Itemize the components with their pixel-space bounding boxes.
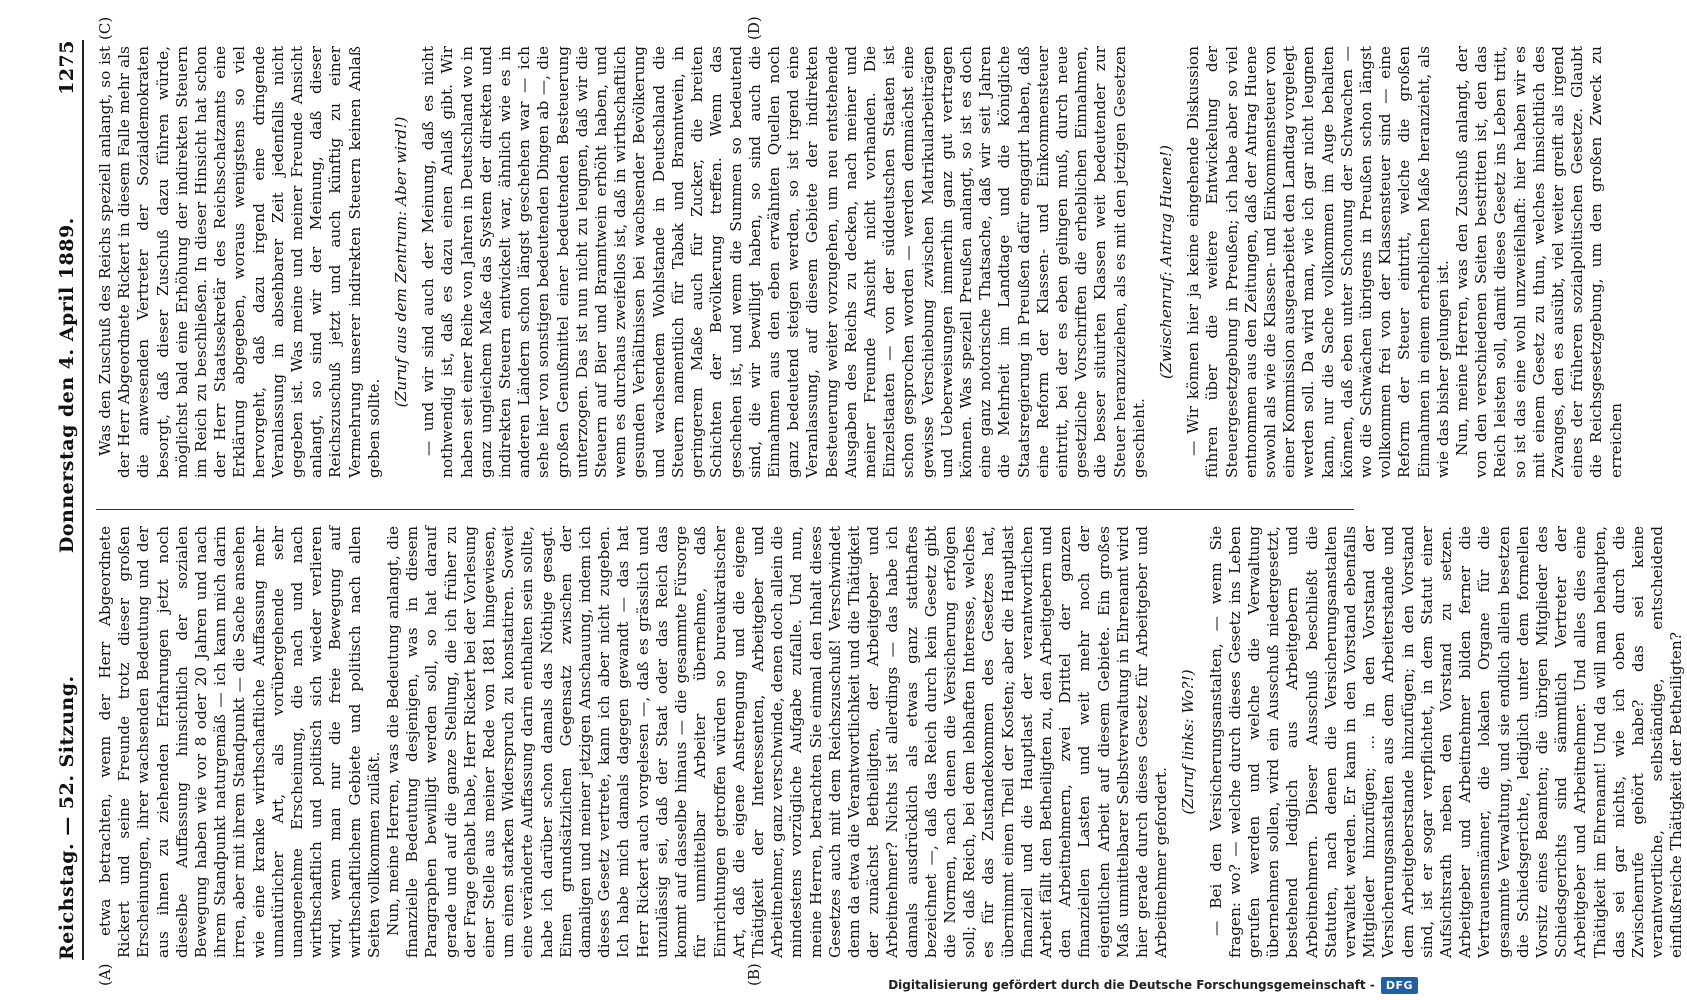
header-left: Reichstag. — 52. Sitzung. (56, 675, 78, 960)
paragraph: — und wir sind auch der Meinung, daß es nicht nothwendig ist, daß es dazu einen Anlaß gibt. Wir haben seit einer Reihe von Jahren in Deutschland wo in ganz ungleichem Maße das System der direkten und indirekten Steuern entwickelt war, ähnlich wie es in anderen Ländern schon längst geschehen war — ich sehe hier von sonstigen bedeutenden Dingen ab —, die großen Genußmittel einer bedeutenden Besteuerung unterzogen. Das ist nun nicht zu leugnen, daß wir die Steuern auf Bier und Branntwein erhöht haben, und wenn es durchaus zweifellos ist, daß in wirthschaftlich gesunden Verhältnissen bei wachsender Bevölkerung und wachsendem Wohlstande in Deutschland die Steuern namentlich für Tabak und Branntwein, in geringerem Maße auch für Zucker, die breiten Schichten der Bevölkerung treffen. Wenn das geschehen ist, und wenn die Summen so bedeutend sind, die wir bewilligt haben, so sind auch die Einnahmen aus den eben erwähnten Quellen noch ganz bedeutend steigen werden, so ist irgend eine Veranlassung, auf diesem Gebiete der indirekten Besteuerung weiter vorzugehen, um neu entstehende Ausgaben des Reichs zu decken, nach meiner und meiner Freunde Ansicht nicht vorhanden. Die Einzelstaaten — von der süddeutschen Staaten ist schon gesprochen worden — werden demnächst eine gewisse Verschiebung zwischen Matrikularbeiträgen und Ueberweisungen immerhin ganz gut vertragen können. Was speziell Preußen anlangt, so ist es doch eine ganz notorische Thatsache, daß wir seit Jahren die Mehrheit im Landtage und die königliche Staatsregierung in Preußen dafür engagirt haben, daß eine Reform der Klassen- und Einkommensteuer eintritt, bei der es eben gelingen muß, durch neue gesetzliche Vorschriften die erheblichen Einnahmen, die besser situirten Klassen weit bedeutender zur Steuer heranzuziehen, als es mit den jetzigen Gesetzen geschieht. (419, 46, 1148, 478)
page-footer (0, 974, 1432, 996)
left-text-column (96, 526, 1686, 958)
paragraph: — Wir können hier ja keine eingehende Diskussion führen über die weitere Entwickelung der Steuergesetzgebung in Preußen; ich habe aber so viel entnommen aus den Zeitungen, daß der Antrag Huene sowohl als wie die Klassen- und Einkommensteuer von einer Kommission ausgearbeitet den Landtag vorgelegt werden soll. Da wird man, wie ich gar nicht leugnen kann, nur die Sache vollkommen im Auge behalten können, daß eben unter Schonung der Schwachen — wo die Schwächen übrigens in Preußen schon längst vollkommen frei von der Klassensteuer sind — eine Reform der Steuer eintritt, welche die großen Einnahmen in einem erheblichen Maße heranzieht, als wie das bisher gelungen ist. (1184, 45, 1452, 478)
paragraph: etwa betrachten, wenn der Herr Abgeordnete Rickert und seine Freunde trotz dieser großen Erscheinungen, ihrer wachsenden Bedeutung und der aus ihnen zu ziehenden Erfahrungen jetzt noch dieselbe Auffassung hinsichtlich der sozialen Bewegung haben wie vor 8 oder 20 Jahren und nach ihrem Standpunkt naturgemäß — ich kann mich darin irren, aber mit ihrem Standpunkt — die Sache ansehen wie eine kranke wirthschaftliche Auffassung mehr unnatürlicher Art, als vorübergehende sehr unangenehme Erscheinung, die nach und nach wirthschaftlich und politisch sich wieder verlieren wird, wenn man nur die freie Bewegung auf wirthschaftlichem Gebiete und politisch nach allen Seiten vollkommen zuläßt. (96, 526, 383, 958)
paragraph: Nun, meine Herren, was den Zuschuß anlangt, der von den verschiedenen Seiten bestritten ist, den das Reich leisten soll, damit dieses Gesetz ins Leben tritt, so ist das eine wohl unzweifelhaft: hier haben wir es mit einem Gesetz zu thun, welches hinsichtlich des Zwanges, den es ausübt, viel weiter greift als irgend eines der früheren sozialpolitischen Gesetze. Glaubt die Reichsgesetzgebung, um den großen Zweck zu erreichen (1453, 46, 1625, 478)
paragraph: Was den Zuschuß des Reichs speziell anlangt, so ist der Herr Abgeordnete Rickert in diesem Falle mehr als die anwesenden Vertreter der Sozialdemokraten besorgt, daß dieser Zuschuß dazu führen würde, möglichst bald eine Erhöhung der indirekten Steuern im Reich zu beschließen. In dieser Hinsicht hat schon der Herr Staatssekretär des Reichsschatzamts eine Erklärung abgegeben, woraus wenigstens so viel hervorgeht, daß dazu irgend eine dringende Veranlassung in absehbarer Zeit jedenfalls nicht gegeben ist. Was meine und meiner Freunde Ansicht anlangt, so sind wir der Meinung, daß dieser Reichszuschuß jetzt und auch künftig zu einer Vermehrung unserer indirekten Steuern keinen Anlaß geben sollte. (96, 46, 383, 478)
margin-mark-a: (A) (96, 963, 114, 986)
margin-mark-d: (D) (745, 16, 763, 40)
page-header (40, 40, 84, 960)
page-number: 1275 (56, 40, 78, 95)
column-divider (96, 509, 1354, 510)
interjection: (Zuruf links: Wo?!) (1179, 669, 1198, 815)
paragraph: — Bei den Versicherungsanstalten, — wenn Sie fragen: wo? — welche durch dieses Gesetz ins Leben gerufen werden und welche die Verwaltung übernehmen sollen, wird ein Ausschuß niedergesetzt, bestehend lediglich aus Arbeitgebern und Arbeitnehmern. Dieser Ausschuß beschließt die Statuten, nach denen die Versicherungsanstalten verwaltet werden. Er kann in den Vorstand ebenfalls Mitglieder hinzufügen; ... in den Vorstand der Versicherungsanstalten aus dem Arbeiterstande und dem Arbeitgeberstande hinzufügen; in den Vorstand sind, ist er sogar verpflichtet, in dem Statut einer Aufsichtsrath neben den Vorstand zu setzen. Arbeitgeber und Arbeitnehmer bilden ferner die Vertrauensmänner, die lokalen Organe für die gesammte Verwaltung, und sie endlich allein besetzen die Schiedsgerichte, lediglich unter dem formellen Vorsitz eines Beamten; die übrigen Mitglieder des Schiedsgerichts sind sämmtlich Vertreter der Arbeitgeber und Arbeitnehmer. Und alles dies eine Thätigkeit im Ehrenamt! Und da will man behaupten, das sei gar nichts, wie ich oben durch die Zwischenrufe gehört habe? das sei keine verantwortliche, selbständige, entscheidend einflußreiche Thätigkeit der Betheiligten? (1206, 526, 1686, 958)
header-date: Donnerstag den 4. April 1889. (56, 217, 78, 554)
margin-mark-b: (B) (745, 963, 763, 986)
footer-credit: Digitalisierung gefördert durch die Deutsche Forschungsgemeinschaft - (888, 978, 1375, 992)
right-text-column (96, 45, 1625, 478)
margin-mark-c: (C) (96, 16, 114, 40)
dfg-logo: DFG (1381, 977, 1418, 994)
interjection: (Zwischenruf: Antrag Huene!) (1156, 145, 1175, 379)
interjection: (Zuruf aus dem Zentrum: Aber wird!) (392, 116, 411, 408)
paragraph: Nun, meine Herren, was die Bedeutung anlangt, die finanzielle Bedeutung desjenigen, was in diesem Paragraphen bewilligt werden soll, so hat darauf gerade und auf die ganze Stellung, die ich früher zu der Frage gehabt habe, Herr Rickert bei der Vorlesung einer Stelle aus meiner Rede von 1881 hingewiesen, um einen starken Widerspruch zu konstatiren. Soweit eine veränderte Auffassung darin enthalten sein sollte, habe ich darüber schon damals das Nöthige gesagt. Einen grundsätzlichen Gegensatz zwischen der damaligen und meiner jetzigen Anschauung, indem ich dieses Gesetz vertrete, kann ich aber nicht zugeben. Ich habe mich damals dagegen gewandt — das hat Herr Rickert auch vorgelesen —, daß es grässlich und unzulässig sei, daß der Staat oder das Reich das kommt auf dasselbe hinaus — die gesammte Fürsorge für unmittelbar Arbeiter übernehme, daß Einrichtungen getroffen würden so bureaukratischer Art, daß die eigene Anstrengung und die eigene Thätigkeit der Interessenten, Arbeitgeber und Arbeitnehmer, ganz verschwinde, denen doch allein die mindestens vorzügliche Aufgabe zufalle. Und nun, meine Herren, betrachten Sie einmal den Inhalt dieses Gesetzes auch mit dem Reichszuschuß! Verschwindet denn da etwa die Verantwortlichkeit und die Thätigkeit der zunächst Betheiligten, der Arbeitgeber und Arbeitnehmer? Nichts ist allerdings — das habe ich damals ausdrücklich als etwas ganz statthaftes bezeichnet —, daß das Reich durch kein Gesetz gibt die Normen, nach denen die Versicherung erfolgen soll; daß Reich, bei dem lebhaften Interesse, welches es für das Zustandekommen des Gesetzes hat, übernimmt einen Theil der Kosten; aber die Hauptlast finanziell und die Hauptlast der verantwortlichen Arbeit fällt den Betheiligten zu, den Arbeitgebern und den Arbeitnehmern, zwei Drittel der ganzen finanziellen Lasten und weit mehr noch der eigentlichen Arbeit auf diesem Gebiete. Ein großes Maß unmittelbarer Selbstverwaltung in Ehrenamt wird hier gerade durch dieses Gesetz für Arbeitgeber und Arbeitnehmer gefordert. (384, 526, 1171, 958)
